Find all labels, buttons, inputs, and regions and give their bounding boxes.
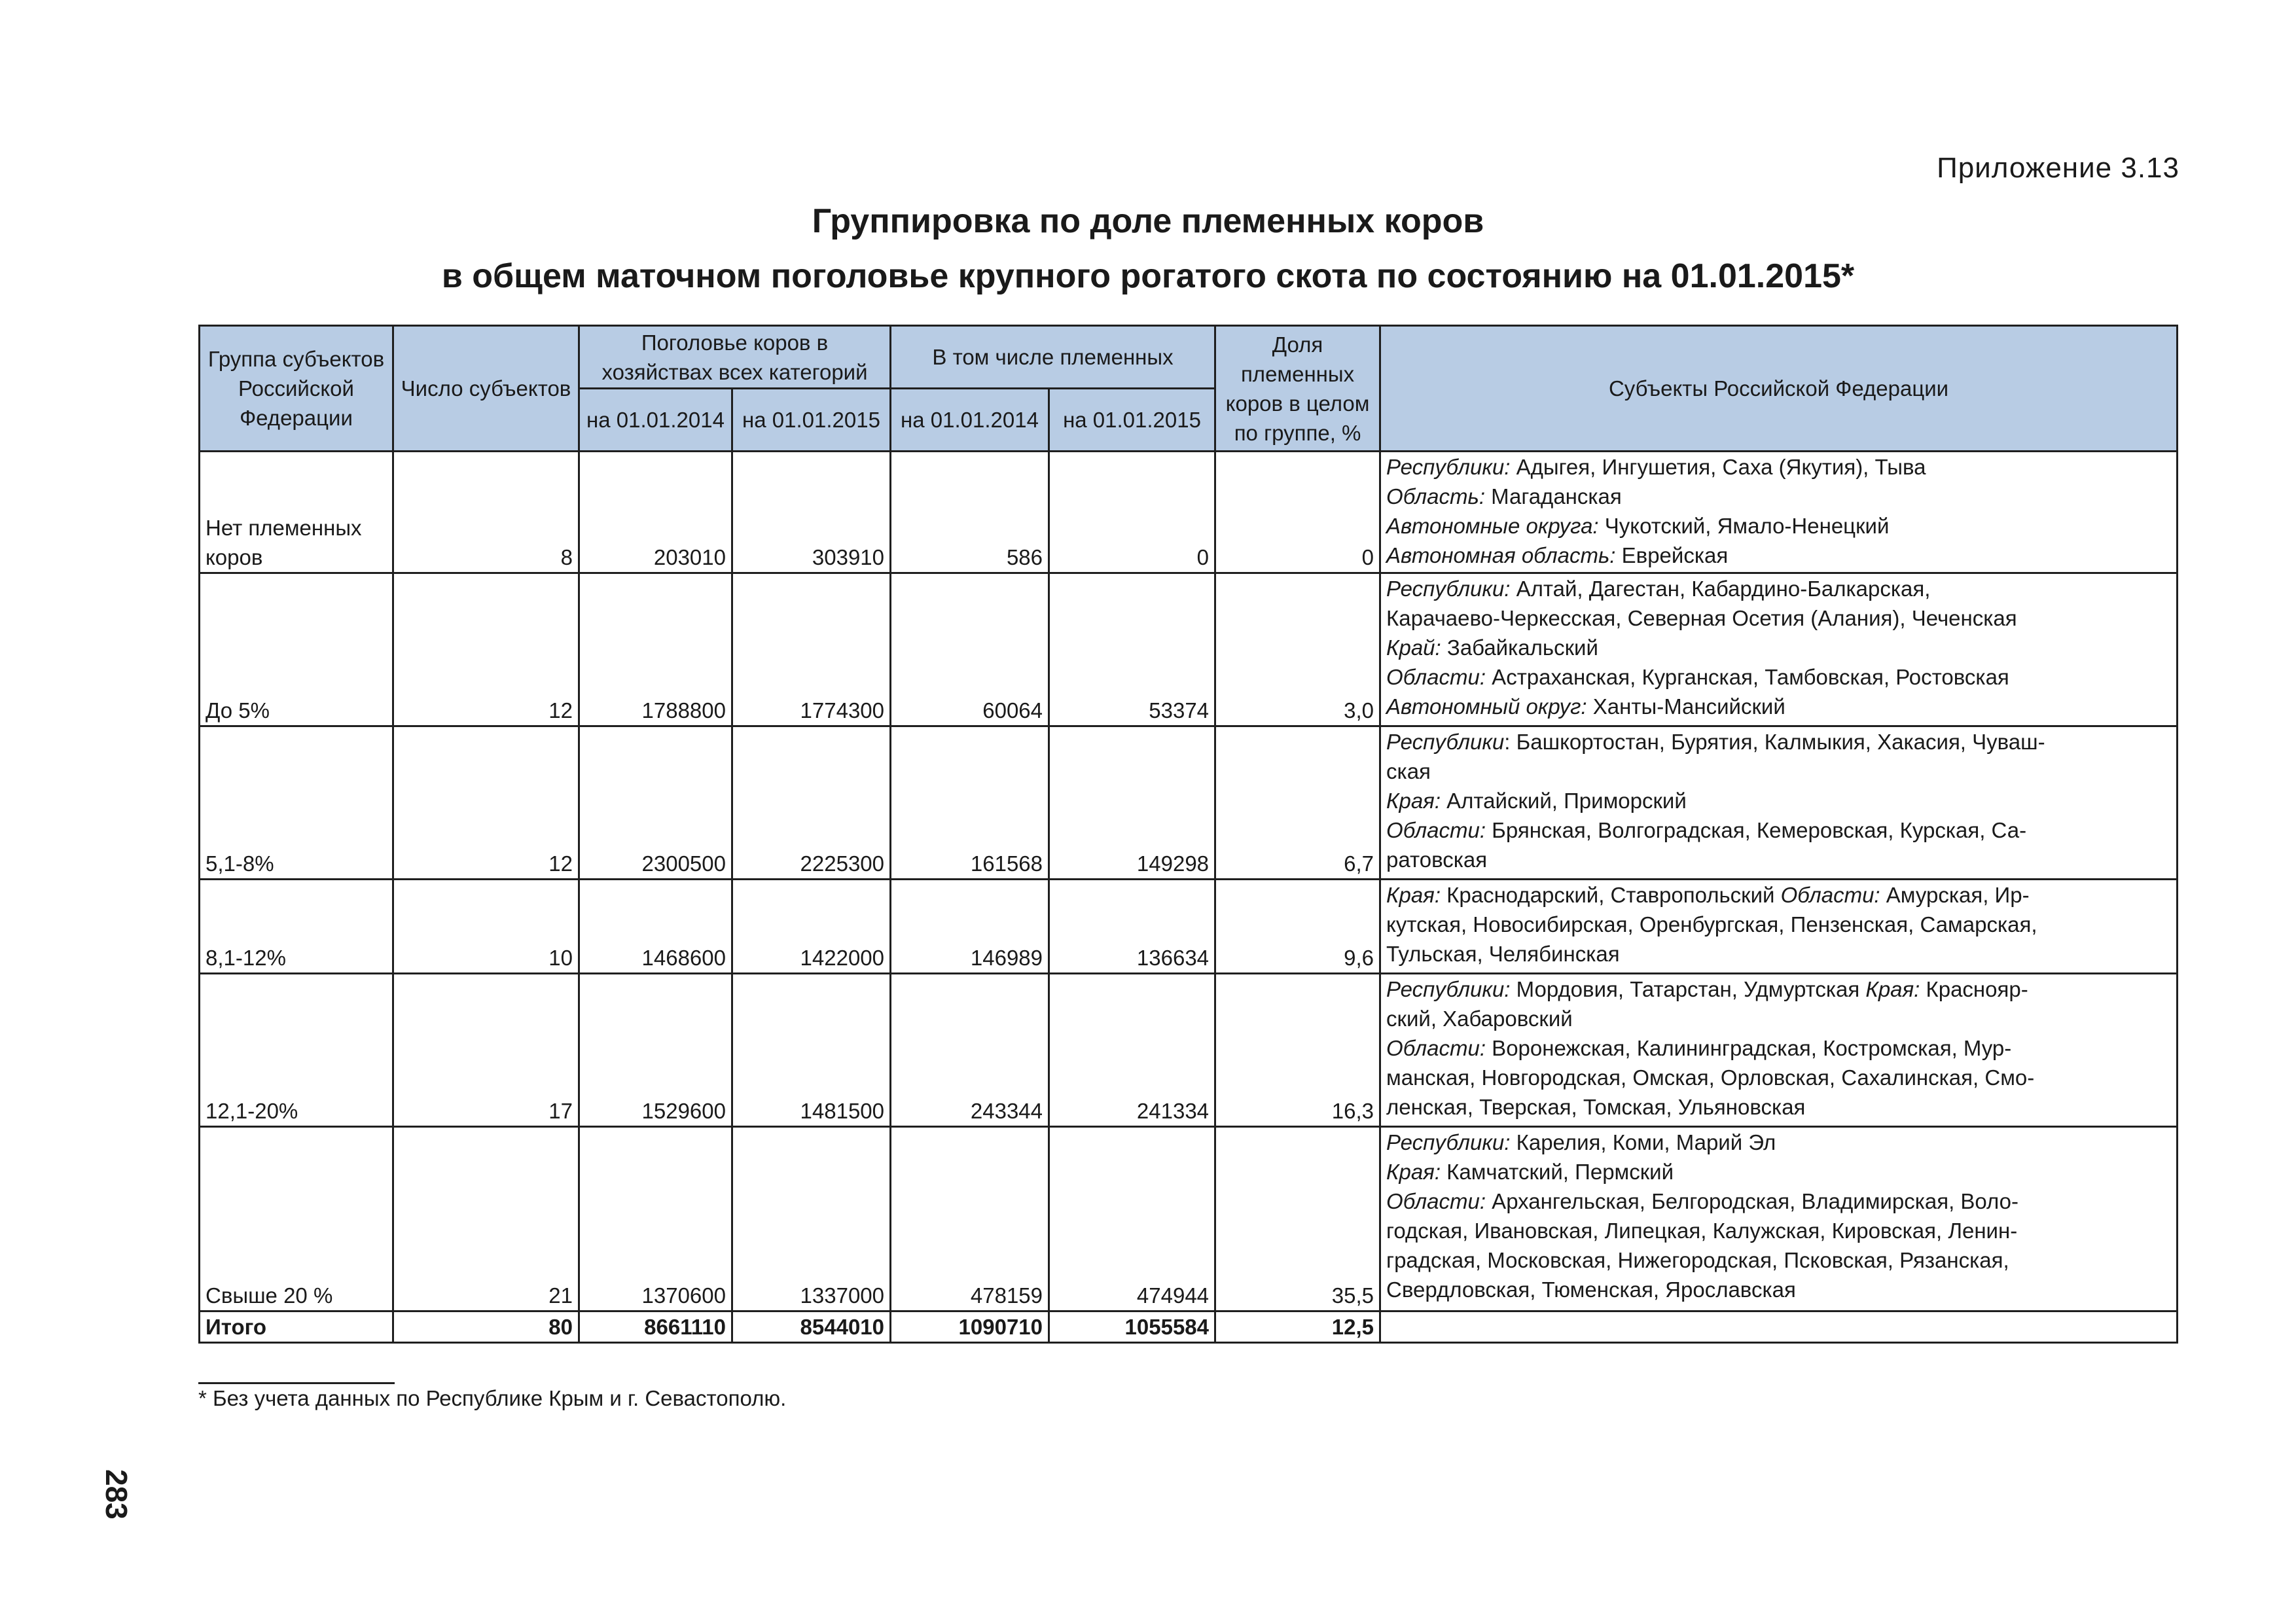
header-share: Доля племенных коров в целом по группе, % xyxy=(1215,326,1380,452)
all2014-cell: 1529600 xyxy=(579,974,732,1127)
subject-category: Край: xyxy=(1386,635,1441,660)
table-row xyxy=(200,974,2178,1127)
subject-list: ратовская xyxy=(1386,847,1488,872)
header-subjects: Субъекты Российской Федерации xyxy=(1380,326,2178,452)
subjects-line xyxy=(1386,1275,2171,1304)
subject-list: ская xyxy=(1386,759,1431,783)
subject-category: Края: xyxy=(1386,789,1441,813)
br2014-cell: 146989 xyxy=(891,880,1049,974)
table-row xyxy=(200,1127,2178,1311)
subject-list: градская, Московская, Нижегородская, Псковская, Рязанская, xyxy=(1386,1248,2009,1272)
total-row xyxy=(200,1311,2178,1343)
subject-category: Области: xyxy=(1386,665,1486,689)
total-all2015-cell: 8544010 xyxy=(732,1311,891,1343)
table-row xyxy=(200,726,2178,880)
total-subjects-cell xyxy=(1380,1311,2178,1343)
br2015-cell: 0 xyxy=(1049,452,1215,573)
total-label: Итого xyxy=(200,1311,393,1343)
subject-list: : Башкортостан, Бурятия, Калмыкия, Хакасия, Чуваш- xyxy=(1504,730,2045,754)
header-breeding-2015: на 01.01.2015 xyxy=(1049,389,1215,452)
subjects-line xyxy=(1386,1216,2171,1245)
all2015-cell: 2225300 xyxy=(732,726,891,880)
subject-category: Республики: xyxy=(1386,455,1511,479)
subject-category: Республики: xyxy=(1386,977,1511,1001)
subject-category: Область: xyxy=(1386,484,1486,508)
subject-list: ский, Хабаровский xyxy=(1386,1007,1573,1031)
subjects-line xyxy=(1386,1157,2171,1186)
all2014-cell: 2300500 xyxy=(579,726,732,880)
total-all2014-cell: 8661110 xyxy=(579,1311,732,1343)
subject-category: Автономная область: xyxy=(1386,543,1616,567)
subjects-line xyxy=(1386,910,2171,939)
group-cell: Свыше 20 % xyxy=(200,1127,393,1311)
subjects-line xyxy=(1386,880,2171,910)
subjects-line xyxy=(1386,1245,2171,1275)
header-all-2014: на 01.01.2014 xyxy=(579,389,732,452)
subject-list: Тульская, Челябинская xyxy=(1386,942,1620,966)
subject-list: Воронежская, Калининградская, Костромская, Мур- xyxy=(1486,1036,2012,1060)
breeding-cows-table xyxy=(198,325,2178,1344)
header-breeding-2014: на 01.01.2014 xyxy=(891,389,1049,452)
subject-list: Забайкальский xyxy=(1441,635,1598,660)
header-count: Число субъектов xyxy=(393,326,579,452)
header-all-2015: на 01.01.2015 xyxy=(732,389,891,452)
subject-list: Астраханская, Курганская, Тамбовская, Ростовская xyxy=(1486,665,2009,689)
all2014-cell: 203010 xyxy=(579,452,732,573)
all2014-cell: 1370600 xyxy=(579,1127,732,1311)
subject-list: Амурская, Ир- xyxy=(1880,883,2030,907)
subjects-cell xyxy=(1380,1127,2178,1311)
br2015-cell: 136634 xyxy=(1049,880,1215,974)
footnote: * Без учета данных по Республике Крым и г. Севастополю. xyxy=(198,1386,787,1410)
total-share-cell: 12,5 xyxy=(1215,1311,1380,1343)
total-br2015-cell: 1055584 xyxy=(1049,1311,1215,1343)
header-cows-breeding: В том числе племенных xyxy=(891,326,1215,389)
subject-category: Области: xyxy=(1780,883,1880,907)
subject-category: Области: xyxy=(1386,1036,1486,1060)
subject-list: Алтай, Дагестан, Кабардино-Балкарская, xyxy=(1510,577,1931,601)
subjects-cell xyxy=(1380,880,2178,974)
subject-list: Краснодарский, Ставропольский xyxy=(1440,883,1781,907)
footnote-separator xyxy=(198,1382,395,1384)
subjects-line xyxy=(1386,939,2171,969)
subjects-line xyxy=(1386,786,2171,815)
table-row xyxy=(200,573,2178,726)
br2015-cell: 149298 xyxy=(1049,726,1215,880)
all2015-cell: 1337000 xyxy=(732,1127,891,1311)
subjects-line xyxy=(1386,1128,2171,1157)
all2014-cell: 1788800 xyxy=(579,573,732,726)
subject-list: Ханты-Мансийский xyxy=(1587,694,1785,719)
count-cell: 12 xyxy=(393,726,579,880)
subject-category: Края: xyxy=(1865,977,1920,1001)
share-cell: 9,6 xyxy=(1215,880,1380,974)
all2015-cell: 1422000 xyxy=(732,880,891,974)
group-cell: 5,1-8% xyxy=(200,726,393,880)
subjects-line xyxy=(1386,1092,2171,1122)
subjects-line xyxy=(1386,815,2171,845)
subject-list: Магаданская xyxy=(1485,484,1622,508)
subjects-line xyxy=(1386,845,2171,874)
subjects-line xyxy=(1386,1186,2171,1216)
subject-list: Карачаево-Черкесская, Северная Осетия (Алания), Чеченская xyxy=(1386,606,2017,630)
subject-category: Области: xyxy=(1386,1189,1486,1213)
br2014-cell: 243344 xyxy=(891,974,1049,1127)
br2015-cell: 474944 xyxy=(1049,1127,1215,1311)
subject-list: Карелия, Коми, Марий Эл xyxy=(1510,1130,1776,1154)
share-cell: 16,3 xyxy=(1215,974,1380,1127)
subject-category: Области: xyxy=(1386,818,1486,842)
subject-category: Края: xyxy=(1386,883,1441,907)
group-cell: 12,1-20% xyxy=(200,974,393,1127)
subjects-line xyxy=(1386,662,2171,692)
subject-list: Камчатский, Пермский xyxy=(1440,1160,1674,1184)
subject-list: Адыгея, Ингушетия, Саха (Якутия), Тыва xyxy=(1510,455,1926,479)
header-group: Группа субъектов Российской Федерации xyxy=(200,326,393,452)
total-br2014-cell: 1090710 xyxy=(891,1311,1049,1343)
subjects-line xyxy=(1386,633,2171,662)
subject-list: ленская, Тверская, Томская, Ульяновская xyxy=(1386,1095,1806,1119)
total-count-cell: 80 xyxy=(393,1311,579,1343)
subject-category: Автономные округа: xyxy=(1386,514,1599,538)
subject-list: Еврейская xyxy=(1615,543,1729,567)
group-cell: До 5% xyxy=(200,573,393,726)
subject-list: кутская, Новосибирская, Оренбургская, Пензенская, Самарская, xyxy=(1386,912,2037,936)
br2014-cell: 586 xyxy=(891,452,1049,573)
subjects-cell xyxy=(1380,726,2178,880)
subject-list: Брянская, Волгоградская, Кемеровская, Курская, Са- xyxy=(1486,818,2027,842)
subject-list: манская, Новгородская, Омская, Орловская, Сахалинская, Смо- xyxy=(1386,1065,2035,1090)
subjects-line xyxy=(1386,1033,2171,1063)
subject-list: Архангельская, Белгородская, Владимирская, Воло- xyxy=(1486,1189,2019,1213)
subjects-line xyxy=(1386,482,2171,511)
share-cell: 3,0 xyxy=(1215,573,1380,726)
count-cell: 12 xyxy=(393,573,579,726)
share-cell: 0 xyxy=(1215,452,1380,573)
title-line-1: Группировка по доле племенных коров xyxy=(812,202,1484,240)
count-cell: 8 xyxy=(393,452,579,573)
subjects-line xyxy=(1386,511,2171,541)
all2015-cell: 303910 xyxy=(732,452,891,573)
all2014-cell: 1468600 xyxy=(579,880,732,974)
count-cell: 10 xyxy=(393,880,579,974)
subjects-line xyxy=(1386,452,2171,482)
subjects-line xyxy=(1386,574,2171,603)
subjects-line xyxy=(1386,541,2171,570)
subject-list: Мордовия, Татарстан, Удмуртская xyxy=(1510,977,1866,1001)
br2015-cell: 241334 xyxy=(1049,974,1215,1127)
table-body xyxy=(200,452,2178,1343)
subjects-line xyxy=(1386,1063,2171,1092)
subjects-line xyxy=(1386,757,2171,786)
count-cell: 17 xyxy=(393,974,579,1127)
subject-category: Республики: xyxy=(1386,577,1511,601)
subjects-line xyxy=(1386,692,2171,721)
subject-list: годская, Ивановская, Липецкая, Калужская, Кировская, Ленин- xyxy=(1386,1219,2018,1243)
subjects-line xyxy=(1386,974,2171,1004)
subject-category: Края: xyxy=(1386,1160,1441,1184)
title-line-2: в общем маточном поголовье крупного рогатого скота по состоянию на 01.01.2015* xyxy=(441,257,1855,295)
all2015-cell: 1774300 xyxy=(732,573,891,726)
header-cows-all: Поголовье коров в хозяйствах всех категорий xyxy=(579,326,891,389)
subjects-cell xyxy=(1380,573,2178,726)
br2015-cell: 53374 xyxy=(1049,573,1215,726)
subject-list: Алтайский, Приморский xyxy=(1440,789,1687,813)
subject-list: Чукотский, Ямало-Ненецкий xyxy=(1598,514,1890,538)
share-cell: 35,5 xyxy=(1215,1127,1380,1311)
count-cell: 21 xyxy=(393,1127,579,1311)
page-title xyxy=(0,194,2296,304)
br2014-cell: 478159 xyxy=(891,1127,1049,1311)
br2014-cell: 60064 xyxy=(891,573,1049,726)
subject-category: Республики: xyxy=(1386,1130,1511,1154)
group-cell: 8,1-12% xyxy=(200,880,393,974)
share-cell: 6,7 xyxy=(1215,726,1380,880)
subject-category: Республики xyxy=(1386,730,1505,754)
group-cell: Нет племенных коров xyxy=(200,452,393,573)
subjects-cell xyxy=(1380,974,2178,1127)
subjects-line xyxy=(1386,603,2171,633)
subjects-line xyxy=(1386,727,2171,757)
table-row xyxy=(200,452,2178,573)
subjects-cell xyxy=(1380,452,2178,573)
br2014-cell: 161568 xyxy=(891,726,1049,880)
subject-list: Свердловская, Тюменская, Ярославская xyxy=(1386,1277,1796,1302)
subjects-line xyxy=(1386,1004,2171,1033)
appendix-label: Приложение 3.13 xyxy=(1937,152,2179,184)
table-row xyxy=(200,880,2178,974)
subject-category: Автономный округ: xyxy=(1386,694,1587,719)
page-number: 283 xyxy=(99,1469,134,1520)
all2015-cell: 1481500 xyxy=(732,974,891,1127)
subject-list: Краснояр- xyxy=(1920,977,2028,1001)
